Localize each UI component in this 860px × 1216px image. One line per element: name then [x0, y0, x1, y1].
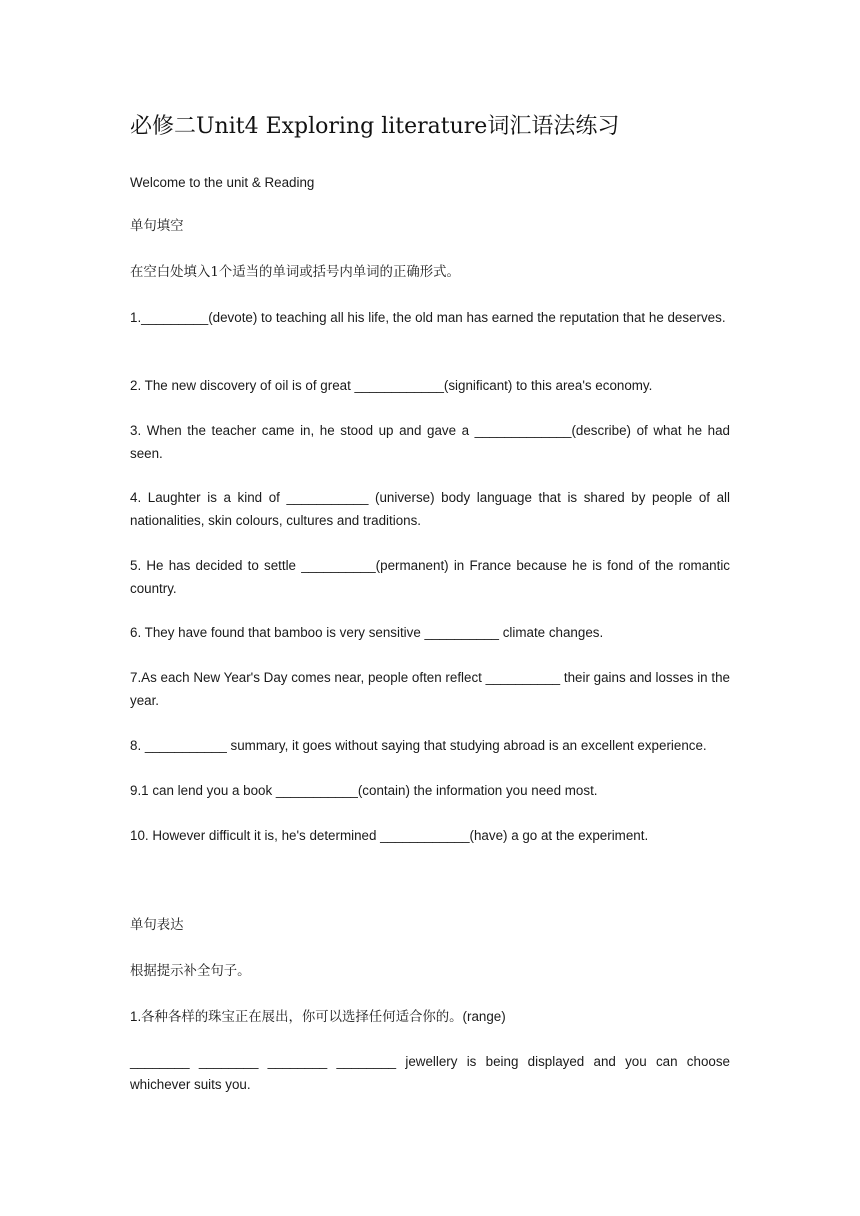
page-title: 必修二Unit4 Exploring literature词汇语法练习 — [130, 114, 620, 139]
part2-heading: 单句表达 — [130, 918, 184, 933]
exercise-item: 2. The new discovery of oil is of great ____________(significant) to this area's economy. — [130, 378, 653, 393]
part1-heading: 单句填空 — [130, 219, 184, 234]
translation-answer: ________ ________ ________ ________ jewellery is being displayed and you can choose whichever suits you. — [130, 1054, 730, 1092]
exercise-item: 5. He has decided to settle __________(permanent) in France because he is fond of the romantic country. — [130, 558, 730, 596]
exercise-item: 6. They have found that bamboo is very sensitive __________ climate changes. — [130, 625, 604, 640]
part2-instruction: 根据提示补全句子。 — [130, 964, 251, 979]
exercise-item: 7.As each New Year's Day comes near, people often reflect __________ their gains and losses in the year. — [130, 670, 730, 708]
exercise-item: 4. Laughter is a kind of ___________ (universe) body language that is shared by people of all nationalities, skin colours, cultures and traditions. — [130, 490, 730, 528]
section-heading: Welcome to the unit & Reading — [130, 175, 315, 190]
exercise-item: 10. However difficult it is, he's determined ____________(have) a go at the experiment. — [130, 828, 649, 843]
part1-instruction: 在空白处填入1个适当的单词或括号内单词的正确形式。 — [130, 265, 460, 280]
exercise-item: 8. ___________ summary, it goes without saying that studying abroad is an excellent experience. — [130, 738, 707, 753]
exercise-item: 1._________(devote) to teaching all his life, the old man has earned the reputation that he deserves. — [130, 310, 726, 325]
exercise-item: 9.1 can lend you a book ___________(contain) the information you need most. — [130, 783, 598, 798]
translation-prompt: 1.各种各样的珠宝正在展出，你可以选择任何适合你的。(range) — [130, 1009, 506, 1024]
exercise-item: 3. When the teacher came in, he stood up and gave a _____________(describe) of what he had seen. — [130, 423, 730, 461]
